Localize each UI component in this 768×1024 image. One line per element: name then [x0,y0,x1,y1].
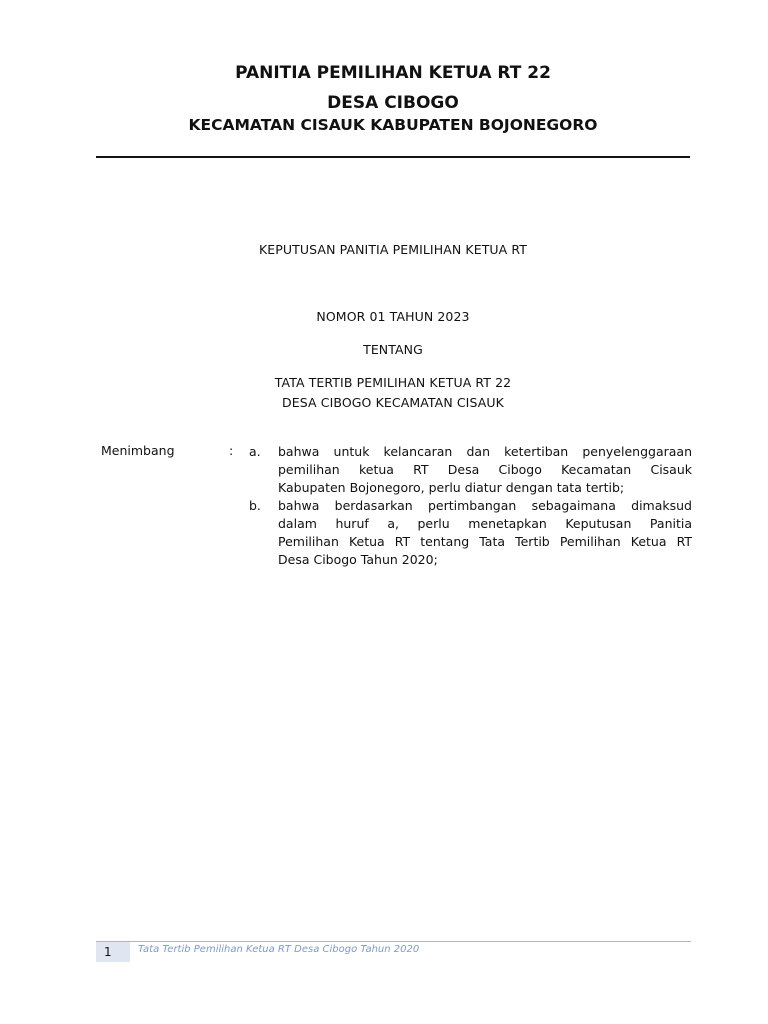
item-text-line: Desa Cibogo Tahun 2020; [278,552,438,567]
decision-subject-line2: DESA CIBOGO KECAMATAN CISAUK [282,395,504,410]
menimbang-colon: : [229,443,234,458]
item-text-line: pemilihan ketua RT Desa Cibogo Kecamatan Cisauk [278,462,692,477]
item-text-line: Pemilihan Ketua RT tentang Tata Tertib Pemilihan Ketua RT [278,534,692,549]
header-village: DESA CIBOGO [327,93,459,113]
header-divider [96,156,690,158]
item-text-line: bahwa untuk kelancaran dan ketertiban penyelenggaraan [278,444,692,459]
decision-subject-line1: TATA TERTIB PEMILIHAN KETUA RT 22 [274,375,512,390]
item-marker: a. [249,444,261,459]
decision-number: NOMOR 01 TAHUN 2023 [316,309,470,324]
header-district: KECAMATAN CISAUK KABUPATEN BOJONEGORO [188,116,598,134]
page-number: 1 [96,942,130,962]
decision-about: TENTANG [363,342,423,357]
footer-divider [96,941,691,942]
item-marker: b. [249,498,261,513]
item-text-line: bahwa berdasarkan pertimbangan sebagaimana dimaksud [278,498,692,513]
footer-text: Tata Tertib Pemilihan Ketua RT Desa Cibogo Tahun 2020 [138,944,420,955]
header-committee-title: PANITIA PEMILIHAN KETUA RT 22 [235,63,551,83]
menimbang-label: Menimbang [101,443,175,458]
item-text-line: Kabupaten Bojonegoro, perlu diatur dengan tata tertib; [278,480,625,495]
item-text-line: dalam huruf a, perlu menetapkan Keputusan Panitia [278,516,692,531]
decision-title: KEPUTUSAN PANITIA PEMILIHAN KETUA RT [258,242,528,257]
